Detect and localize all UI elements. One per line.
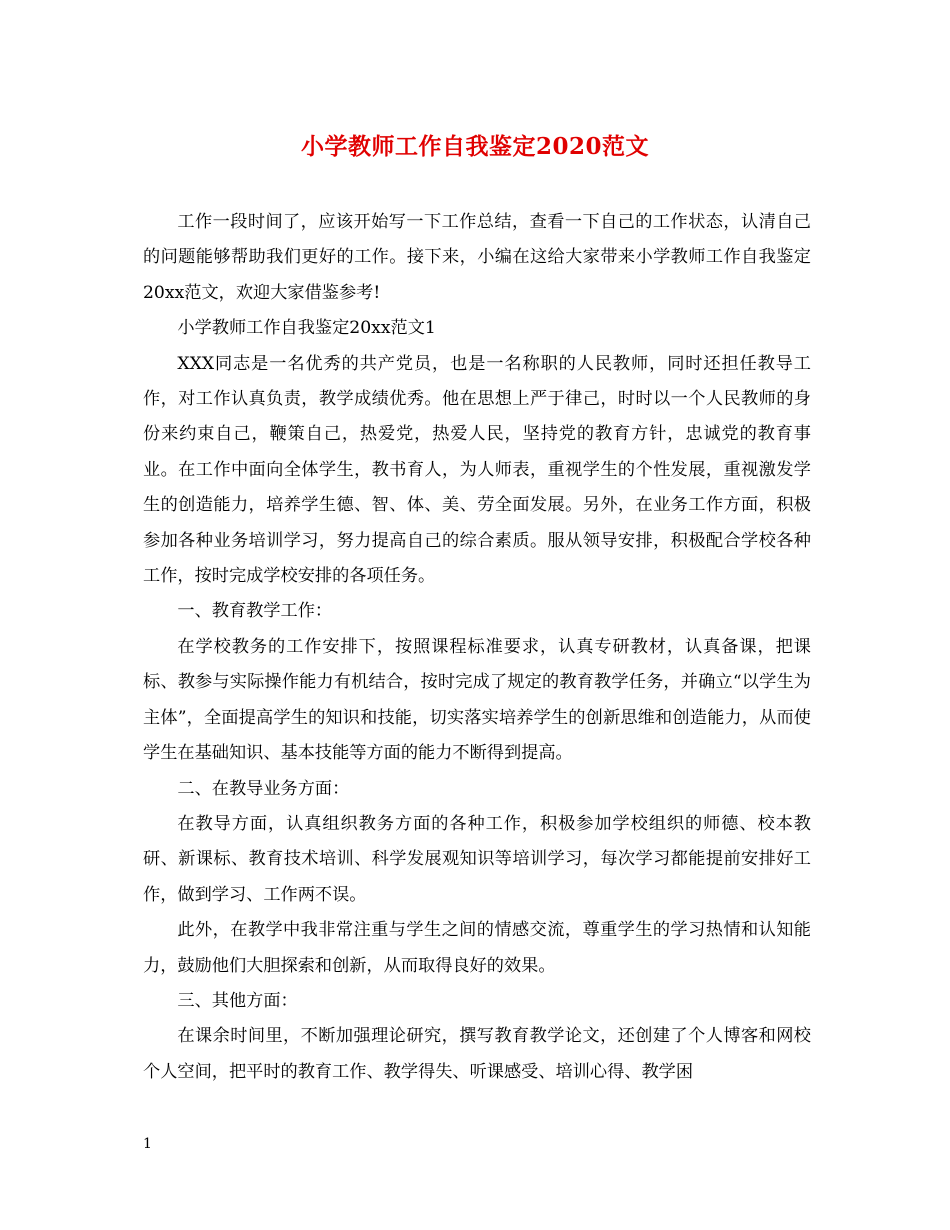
section-heading: 一、教育教学工作： [177, 601, 333, 622]
body-paragraph: 在课余时间里，不断加强理论研究，撰写教育教学论文，还创建了个人博客和网校个人空间，把平时的教育工作、教学得失、听课感受、培训心得、教学困 [143, 1026, 811, 1082]
section-heading: 二、在教导业务方面： [177, 778, 350, 799]
page-number: 1 [143, 1136, 152, 1152]
body-paragraph: 在学校教务的工作安排下，按照课程标准要求，认真专研教材，认真备课，把课标、教参与实际操作能力有机结合，按时完成了规定的教育教学任务，并确立“以学生为主体”，全面提高学生的知识和技能，切实落实培养学生的创新思维和创造能力，从而使学生在基础知识、基本技能等方面的能力不断得到提高。 [143, 636, 811, 764]
intro-paragraph: 工作一段时间了，应该开始写一下工作总结，查看一下自己的工作状态，认清自己的问题能够帮助我们更好的工作。接下来，小编在这给大家带来小学教师工作自我鉴定20xx范文，欢迎大家借鉴参考! [143, 212, 811, 303]
document-title: 小学教师工作自我鉴定2020范文 [300, 133, 649, 160]
document-body [143, 205, 811, 1090]
body-paragraph: 在教导方面，认真组织教务方面的各种工作，积极参加学校组织的师德、校本教研、新课标、教育技术培训、科学发展观知识等培训学习，每次学习都能提前安排好工作，做到学习、工作两不误。 [143, 813, 811, 905]
body-paragraph: 此外，在教学中我非常注重与学生之间的情感交流，尊重学生的学习热情和认知能力，鼓励他们大胆探索和创新，从而取得良好的效果。 [143, 920, 811, 976]
section-heading: 三、其他方面： [177, 990, 298, 1011]
section-heading: 小学教师工作自我鉴定20xx范文1 [177, 318, 436, 339]
body-paragraph: XXX同志是一名优秀的共产党员，也是一名称职的人民教师，同时还担任教导工作，对工作认真负责，教学成绩优秀。他在思想上严于律己，时时以一个人民教师的身份来约束自己，鞭策自己，热爱党，热爱人民，坚持党的教育方针，忠诚党的教育事业。在工作中面向全体学生，教书育人，为人师表，重视学生的个性发展，重视激发学生的创造能力，培养学生德、智、体、美、劳全面发展。另外，在业务工作方面，积极参加各种业务培训学习，努力提高自己的综合素质。服从领导安排，积极配合学校各种工作，按时完成学校安排的各项任务。 [143, 353, 811, 587]
